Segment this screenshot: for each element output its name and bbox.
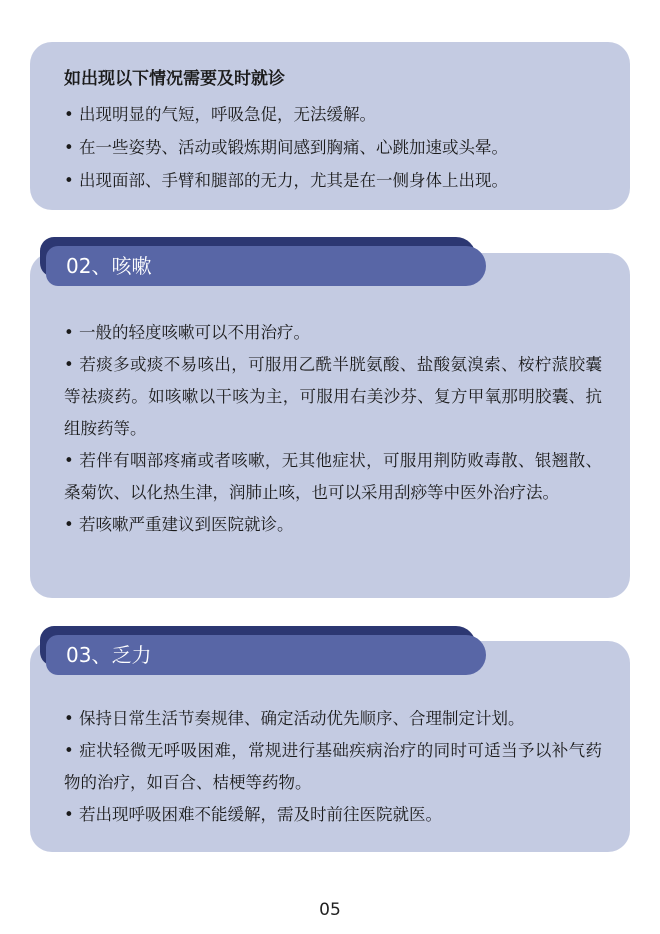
urgent-item: • 出现面部、手臂和腿部的无力，尤其是在一侧身体上出现。 [64, 171, 508, 190]
cough-item: • 若痰多或痰不易咳出，可服用乙酰半胱氨酸、盐酸氨溴索、桉柠蒎胶囊等祛痰药。如咳嗽以干咳为主，可服用右美沙芬、复方甲氧那明胶囊、抗组胺药等。 [64, 355, 602, 438]
cough-item: • 若咳嗽严重建议到医院就诊。 [64, 515, 294, 534]
cough-card [30, 253, 630, 598]
cough-item: • 若伴有咽部疼痛或者咳嗽，无其他症状，可服用荆防败毒散、银翘散、桑菊饮、以化热生津，润肺止咳，也可以采用刮痧等中医外治疗法。 [64, 451, 602, 502]
urgent-care-card [30, 42, 630, 210]
fatigue-item: • 症状轻微无呼吸困难，常规进行基础疾病治疗的同时可适当予以补气药物的治疗，如百合、桔梗等药物。 [64, 741, 602, 792]
page-number: 05 [319, 900, 341, 920]
fatigue-item: • 保持日常生活节奏规律、确定活动优先顺序、合理制定计划。 [64, 709, 525, 728]
fatigue-section-title: 03、乏力 [46, 635, 486, 675]
fatigue-item: • 若出现呼吸困难不能缓解，需及时前往医院就医。 [64, 805, 442, 824]
urgent-item: • 在一些姿势、活动或锻炼期间感到胸痛、心跳加速或头晕。 [64, 138, 508, 157]
cough-item: • 一般的轻度咳嗽可以不用治疗。 [64, 323, 310, 342]
urgent-item: • 出现明显的气短，呼吸急促，无法缓解。 [64, 105, 376, 124]
urgent-care-heading: 如出现以下情况需要及时就诊 [64, 69, 285, 89]
cough-section-title: 02、咳嗽 [46, 246, 486, 286]
